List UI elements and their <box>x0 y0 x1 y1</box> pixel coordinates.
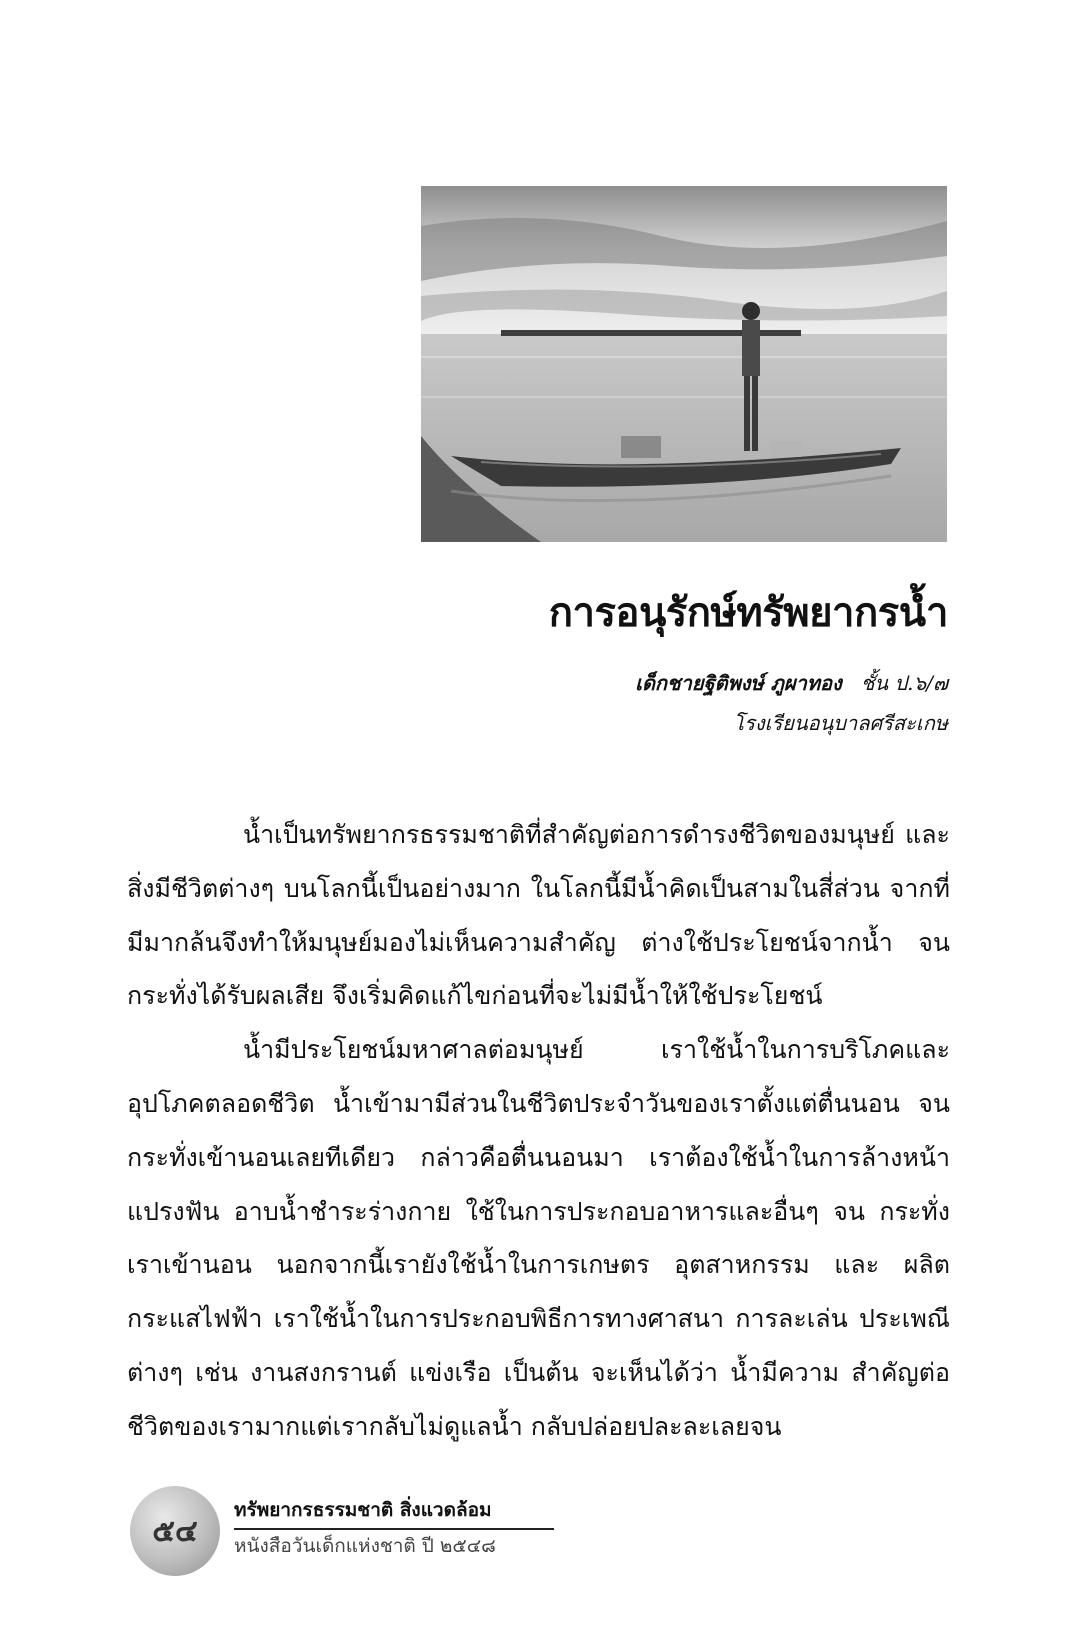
article-photo <box>421 186 947 542</box>
footer-section-title: ทรัพยากรธรรมชาติ สิ่งแวดล้อม <box>234 1496 554 1530</box>
paragraph: น้ำมีประโยชน์มหาศาลต่อมนุษย์ เราใช้น้ำในการบริโภคและ อุปโภคตลอดชีวิต น้ำเข้ามามีส่วนในชีวิตประจำวันของเราตั้งแต่ตื่นนอน จนกระทั่งเข้านอนเลยทีเดียว กล่าวคือตื่นนอนมา เราต้องใช้น้ำในการล้างหน้า แปรงฟัน อาบน้ำชำระร่างกาย ใช้ในการประกอบอาหารและอื่นๆ จน กระทั่งเราเข้านอน นอกจากนี้เรายังใช้น้ำในการเกษตร อุตสาหกรรม และ ผลิตกระแสไฟฟ้า เราใช้น้ำในการประกอบพิธีการทางศาสนา การละเล่น ประเพณีต่างๆ เช่น งานสงกรานต์ แข่งเรือ เป็นต้น จะเห็นได้ว่า น้ำมีความ สำคัญต่อชีวิตของเรามากแต่เรากลับไม่ดูแลน้ำ กลับปล่อยปละละเลยจน <box>127 1035 950 1441</box>
article-body <box>127 808 950 1454</box>
page-number: ๕๔ <box>130 1486 220 1576</box>
page-footer <box>130 1486 560 1576</box>
boy-on-boat-photo <box>421 186 947 542</box>
author-name: เด็กชายฐิติพงษ์ ภูผาทอง <box>635 671 842 695</box>
author-line <box>420 668 948 698</box>
author-grade: ชั้น ป.๖/๗ <box>860 671 948 695</box>
school-name: โรงเรียนอนุบาลศรีสะเกษ <box>733 711 948 735</box>
footer-book-title: หนังสือวันเด็กแห่งชาติ ปี ๒๕๔๘ <box>234 1535 496 1557</box>
article-title: การอนุรักษ์ทรัพยากรน้ำ <box>548 590 948 636</box>
paragraph: น้ำเป็นทรัพยากรธรรมชาติที่สำคัญต่อการดำรงชีวิตของมนุษย์ และสิ่งมีชีวิตต่างๆ บนโลกนี้เป็นอย่างมาก ในโลกนี้มีน้ำคิดเป็นสามในสี่ส่วน จากที่มีมากล้นจึงทำให้มนุษย์มองไม่เห็นความสำคัญ ต่างใช้ประโยชน์จากน้ำ จนกระทั่งได้รับผลเสีย จึงเริ่มคิดแก้ไขก่อนที่จะไม่มีน้ำให้ใช้ประโยชน์ <box>127 820 950 1011</box>
